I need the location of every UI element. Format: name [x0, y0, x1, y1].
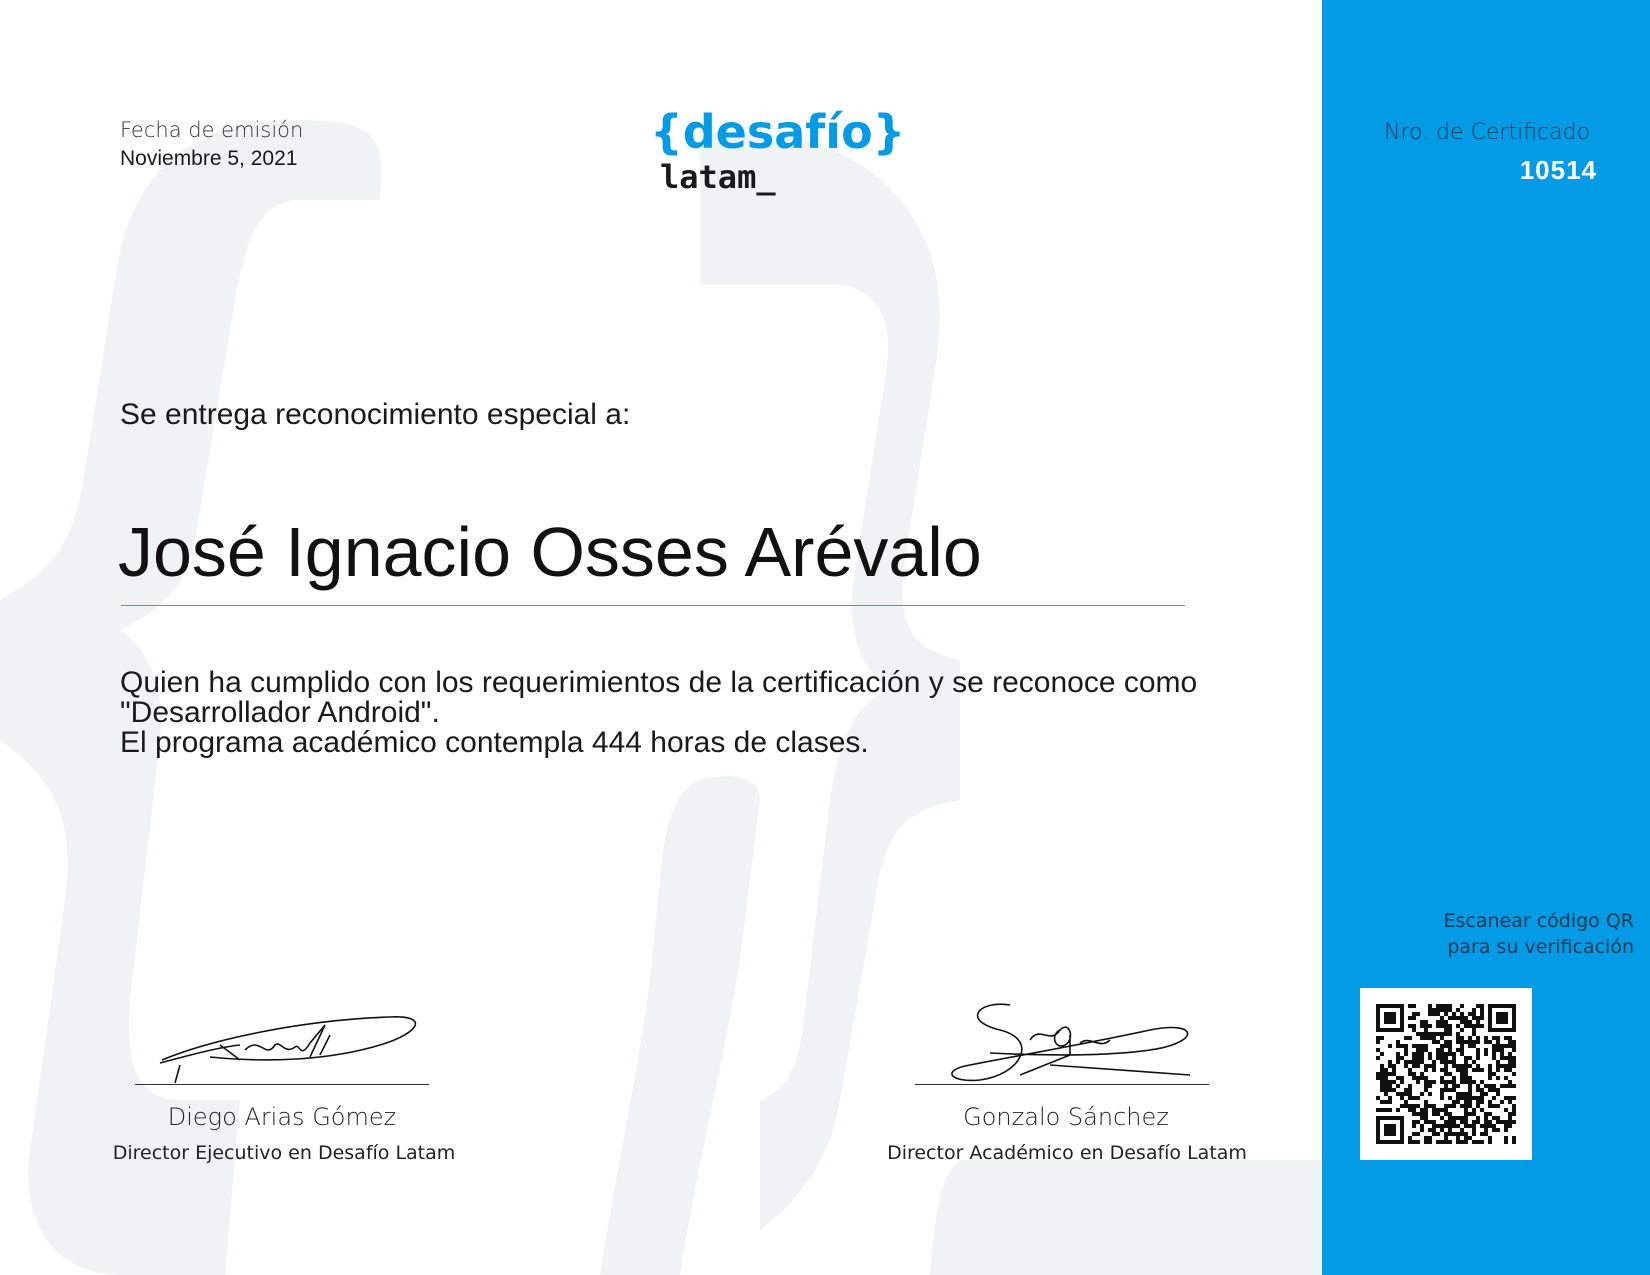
desafio-latam-logo: [648, 106, 908, 196]
recipient-name: José Ignacio Osses Arévalo: [118, 513, 982, 591]
watermark-lower-brace: [600, 776, 760, 1275]
logo-top-text: {desafío}: [650, 106, 906, 159]
qr-caption-line: para su verificación: [1447, 936, 1634, 958]
signature-1-role: Director Ejecutivo en Desafío Latam: [112, 1142, 456, 1164]
intro-text: Se entrega reconocimiento especial a:: [120, 398, 631, 431]
body-line: Quien ha cumplido con los requerimientos de la certificación y se reconoce como: [120, 666, 1198, 699]
signature-1-name: Diego Arias Gómez: [167, 1103, 397, 1131]
logo-bottom-text: latam_: [660, 158, 776, 196]
certificate-number: 10514: [1519, 155, 1597, 185]
qr-caption-line: Escanear código QR: [1443, 910, 1634, 932]
qr-caption: [1342, 908, 1634, 960]
qr-code-pattern: [1376, 1004, 1516, 1144]
signature-1-handwriting: [150, 1005, 450, 1105]
body-line: El programa académico contempla 444 horas de clases.: [120, 726, 869, 759]
name-divider: [121, 605, 1185, 606]
signature-2-handwriting: [930, 995, 1230, 1095]
certificate-body: [120, 668, 1270, 758]
body-line: "Desarrollador Android".: [120, 696, 440, 729]
watermark-bottom-bracket: [930, 1160, 1322, 1275]
certificate-number-label: Nro. de Certificado: [1383, 120, 1591, 145]
issue-date-label: Fecha de emisión: [120, 118, 304, 142]
issue-date: Noviembre 5, 2021: [120, 147, 298, 170]
signature-2-line: [915, 1084, 1209, 1085]
qr-code[interactable]: [1360, 988, 1532, 1160]
signature-1-line: [135, 1084, 429, 1085]
signature-2-role: Director Académico en Desafío Latam: [887, 1142, 1247, 1164]
signature-2-name: Gonzalo Sánchez: [963, 1103, 1169, 1131]
